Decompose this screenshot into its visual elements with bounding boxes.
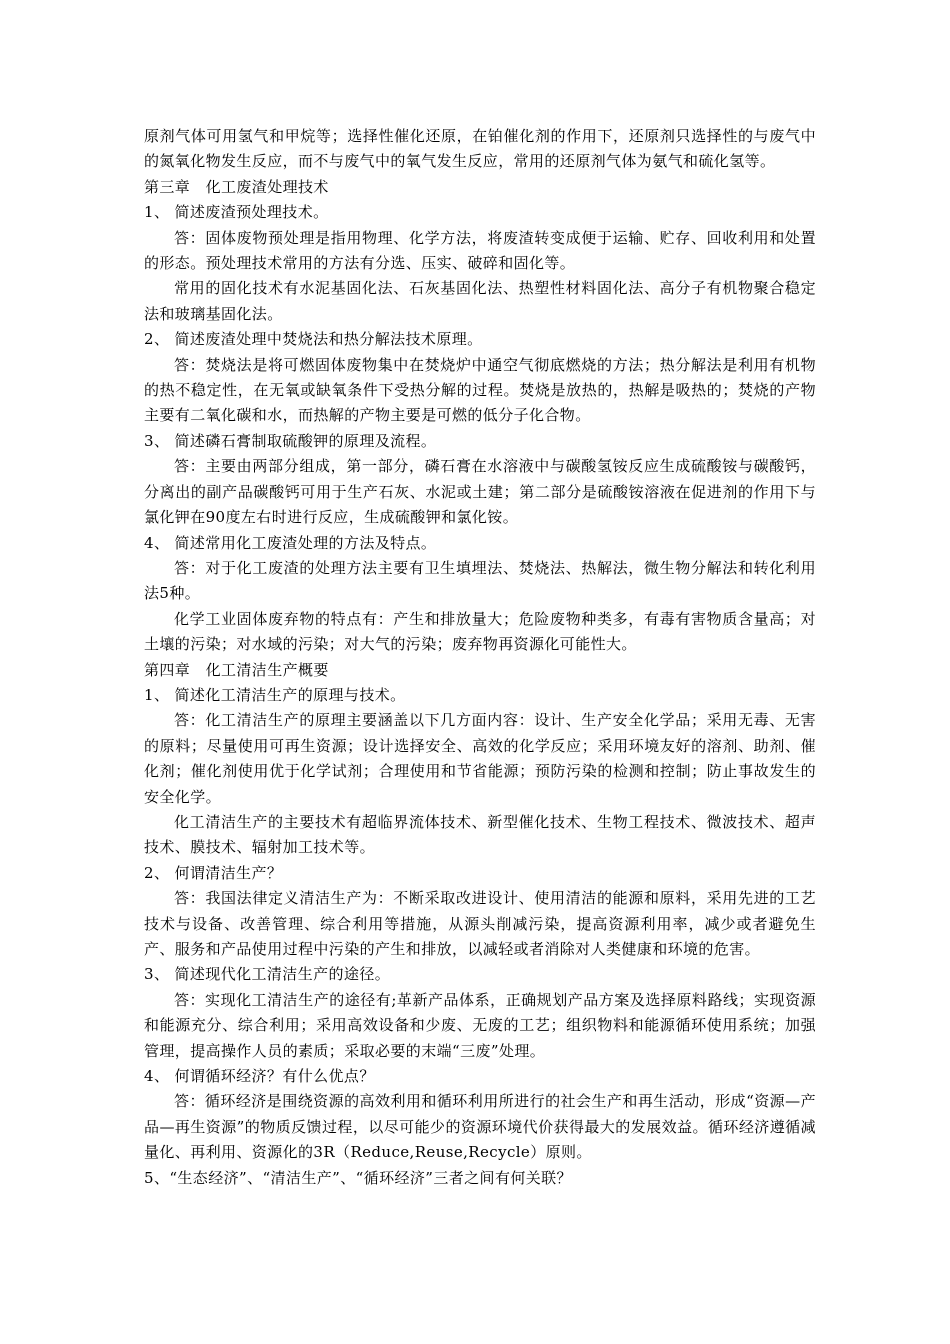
question-line: 4、 简述常用化工废渣处理的方法及特点。 bbox=[144, 533, 437, 552]
answer-paragraph: 答：循环经济是围绕资源的高效利用和循环利用所进行的社会生产和再生活动，形成“资源—产品—再生资源”的物质反馈过程，以尽可能少的资源环境代价获得最大的发展效益。循环经济遵循减量化、再利用、资源化的3R（Reduce,Reuse,Recycle）原则。 bbox=[144, 1092, 816, 1162]
question-line: 3、 简述磷石膏制取硫酸钾的原理及流程。 bbox=[144, 431, 437, 450]
answer-paragraph: 化学工业固体废弃物的特点有：产生和排放量大；危险废物种类多，有毒有害物质含量高；对土壤的污染；对水域的污染；对大气的污染；废弃物再资源化可能性大。 bbox=[144, 609, 816, 654]
question-line: 4、 何谓循环经济？有什么优点？ bbox=[144, 1067, 375, 1086]
answer-paragraph: 常用的固化技术有水泥基固化法、石灰基固化法、热塑性材料固化法、高分子有机物聚合稳定法和玻璃基固化法。 bbox=[144, 279, 816, 323]
question-line: 1、 简述化工清洁生产的原理与技术。 bbox=[144, 685, 406, 704]
answer-paragraph: 化工清洁生产的主要技术有超临界流体技术、新型催化技术、生物工程技术、微波技术、超声技术、膜技术、辐射加工技术等。 bbox=[144, 812, 816, 857]
chapter-heading: 第三章 化工废渣处理技术 bbox=[144, 177, 329, 196]
question-line: 3、 简述现代化工清洁生产的途径。 bbox=[144, 965, 391, 984]
document-body bbox=[144, 124, 816, 1191]
answer-paragraph: 答：实现化工清洁生产的途径有;革新产品体系，正确规划产品方案及选择原料路线；实现资源和能源充分、综合利用；采用高效设备和少废、无废的工艺；组织物料和能源循环使用系统；加强管理，提高操作人员的素质；采取必要的末端“三废”处理。 bbox=[144, 990, 816, 1060]
question-line: 1、 简述废渣预处理技术。 bbox=[144, 203, 329, 222]
answer-paragraph: 答：我国法律定义清洁生产为：不断采取改进设计、使用清洁的能源和原料，采用先进的工艺技术与设备、改善管理、综合利用等措施，从源头削减污染，提高资源利用率，减少或者避免生产、服务和产品使用过程中污染的产生和排放，以减轻或者消除对人类健康和环境的危害。 bbox=[144, 889, 816, 958]
answer-paragraph: 答：固体废物预处理是指用物理、化学方法，将废渣转变成便于运输、贮存、回收利用和处置的形态。预处理技术常用的方法有分选、压实、破碎和固化等。 bbox=[144, 228, 816, 273]
answer-paragraph: 答：化工清洁生产的原理主要涵盖以下几方面内容：设计、生产安全化学品；采用无毒、无害的原料；尽量使用可再生资源；设计选择安全、高效的化学反应；采用环境友好的溶剂、助剂、催化剂；催化剂使用优于化学试剂；合理使用和节省能源；预防污染的检测和控制；防止事故发生的安全化学。 bbox=[144, 711, 816, 806]
question-line: 2、 何谓清洁生产？ bbox=[144, 863, 283, 882]
answer-paragraph: 答：对于化工废渣的处理方法主要有卫生填埋法、焚烧法、热解法，微生物分解法和转化利用法5种。 bbox=[144, 558, 816, 603]
body-paragraph: 原剂气体可用氢气和甲烷等；选择性催化还原，在铂催化剂的作用下，还原剂只选择性的与废气中的氮氧化物发生反应，而不与废气中的氧气发生反应，常用的还原剂气体为氨气和硫化氢等。 bbox=[144, 127, 816, 171]
answer-paragraph: 答：主要由两部分组成，第一部分，磷石膏在水溶液中与碳酸氢铵反应生成硫酸铵与碳酸钙，分离出的副产品碳酸钙可用于生产石灰、水泥或土建；第二部分是硫酸铵溶液在促进剂的作用下与氯化钾在90度左右时进行反应，生成硫酸钾和氯化铵。 bbox=[144, 457, 816, 527]
answer-paragraph: 答：焚烧法是将可燃固体废物集中在焚烧炉中通空气彻底燃烧的方法；热分解法是利用有机物的热不稳定性，在无氧或缺氧条件下受热分解的过程。焚烧是放热的，热解是吸热的；焚烧的产物主要有二氧化碳和水，而热解的产物主要是可燃的低分子化合物。 bbox=[144, 355, 816, 425]
question-line: 5、“生态经济”、“清洁生产”、“循环经济”三者之间有何关联？ bbox=[144, 1168, 572, 1187]
question-line: 2、 简述废渣处理中焚烧法和热分解法技术原理。 bbox=[144, 330, 483, 349]
chapter-heading: 第四章 化工清洁生产概要 bbox=[144, 660, 329, 679]
